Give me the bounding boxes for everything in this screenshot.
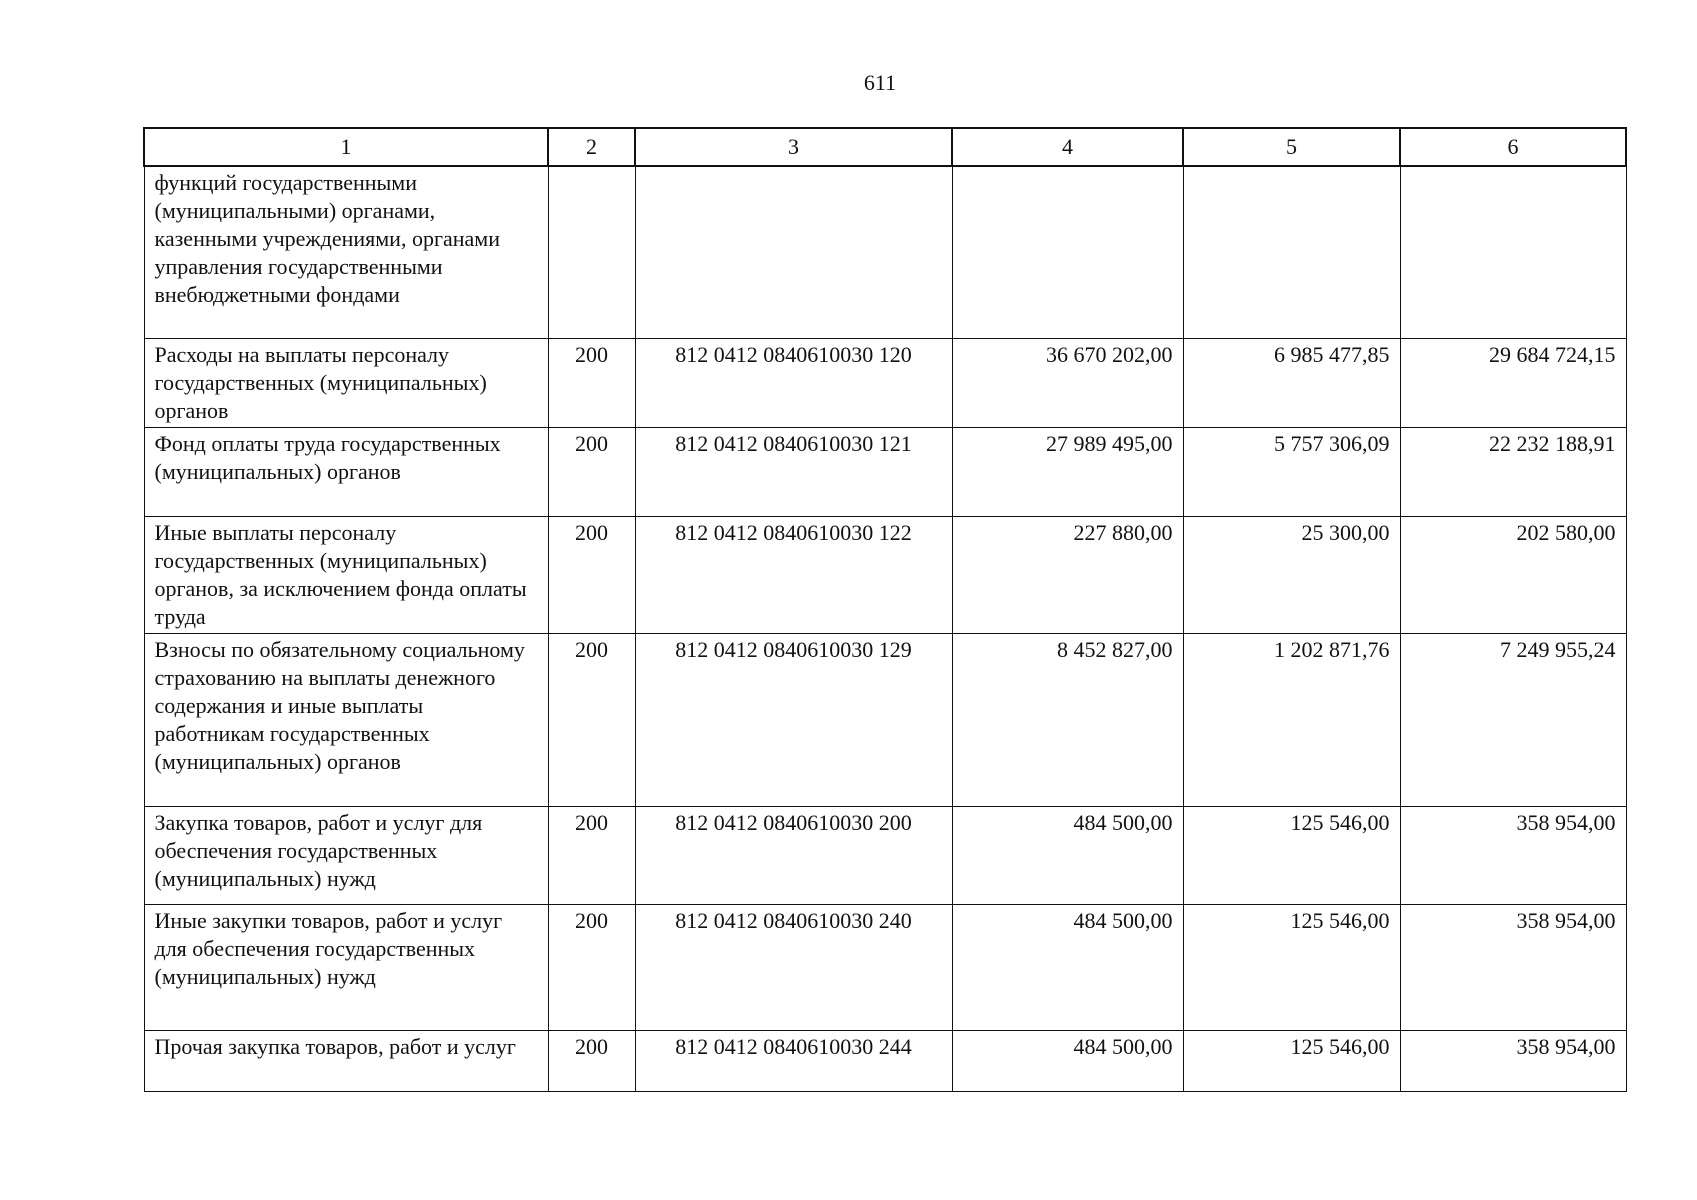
row-line-code: 200 (548, 427, 635, 516)
header-col-1: 1 (144, 128, 548, 166)
row-line-code: 200 (548, 904, 635, 1030)
row-classification-code: 812 0412 0840610030 240 (635, 904, 952, 1030)
row-line-code: 200 (548, 633, 635, 806)
header-col-3: 3 (635, 128, 952, 166)
row-line-code (548, 166, 635, 338)
table-row (144, 1030, 1626, 1091)
row-executed: 6 985 477,85 (1183, 338, 1400, 427)
table-row (144, 166, 1626, 338)
row-classification-code: 812 0412 0840610030 244 (635, 1030, 952, 1091)
row-classification-code: 812 0412 0840610030 120 (635, 338, 952, 427)
row-name: Закупка товаров, работ и услуг для обеспечения государственных (муниципальных) нужд (144, 806, 548, 904)
row-classification-code: 812 0412 0840610030 200 (635, 806, 952, 904)
row-name: Взносы по обязательному социальному страхованию на выплаты денежного содержания и иные выплаты работникам государственных (муниципальных) органов (144, 633, 548, 806)
row-name: Иные выплаты персоналу государственных (муниципальных) органов, за исключением фонда оплаты труда (144, 516, 548, 633)
row-remaining: 22 232 188,91 (1400, 427, 1626, 516)
row-name: Иные закупки товаров, работ и услуг для обеспечения государственных (муниципальных) нужд (144, 904, 548, 1030)
row-remaining: 358 954,00 (1400, 806, 1626, 904)
row-line-code: 200 (548, 516, 635, 633)
row-remaining (1400, 166, 1626, 338)
row-approved: 484 500,00 (952, 904, 1183, 1030)
row-approved: 227 880,00 (952, 516, 1183, 633)
row-approved: 8 452 827,00 (952, 633, 1183, 806)
row-approved: 484 500,00 (952, 1030, 1183, 1091)
row-classification-code: 812 0412 0840610030 122 (635, 516, 952, 633)
budget-table (143, 127, 1627, 1092)
row-classification-code: 812 0412 0840610030 121 (635, 427, 952, 516)
row-approved (952, 166, 1183, 338)
row-classification-code (635, 166, 952, 338)
table-row (144, 427, 1626, 516)
row-executed: 125 546,00 (1183, 806, 1400, 904)
row-remaining: 7 249 955,24 (1400, 633, 1626, 806)
row-approved: 27 989 495,00 (952, 427, 1183, 516)
row-line-code: 200 (548, 1030, 635, 1091)
row-executed: 25 300,00 (1183, 516, 1400, 633)
row-executed (1183, 166, 1400, 338)
row-name: функций государственными (муниципальными) органами, казенными учреждениями, органами управления государственными внебюджетными фондами (144, 166, 548, 338)
page-number: 611 (863, 70, 897, 95)
row-line-code: 200 (548, 806, 635, 904)
table-row (144, 633, 1626, 806)
row-name: Фонд оплаты труда государственных (муниципальных) органов (144, 427, 548, 516)
table-row (144, 338, 1626, 427)
row-remaining: 29 684 724,15 (1400, 338, 1626, 427)
row-name: Расходы на выплаты персоналу государственных (муниципальных) органов (144, 338, 548, 427)
row-remaining: 358 954,00 (1400, 904, 1626, 1030)
table-row (144, 904, 1626, 1030)
header-col-6: 6 (1400, 128, 1626, 166)
row-name: Прочая закупка товаров, работ и услуг (144, 1030, 548, 1091)
row-executed: 125 546,00 (1183, 1030, 1400, 1091)
table-row (144, 516, 1626, 633)
header-col-2: 2 (548, 128, 635, 166)
header-row (144, 128, 1626, 166)
row-remaining: 358 954,00 (1400, 1030, 1626, 1091)
row-classification-code: 812 0412 0840610030 129 (635, 633, 952, 806)
row-executed: 1 202 871,76 (1183, 633, 1400, 806)
row-line-code: 200 (548, 338, 635, 427)
table-row (144, 806, 1626, 904)
header-col-4: 4 (952, 128, 1183, 166)
row-approved: 36 670 202,00 (952, 338, 1183, 427)
row-remaining: 202 580,00 (1400, 516, 1626, 633)
header-col-5: 5 (1183, 128, 1400, 166)
row-approved: 484 500,00 (952, 806, 1183, 904)
row-executed: 125 546,00 (1183, 904, 1400, 1030)
row-executed: 5 757 306,09 (1183, 427, 1400, 516)
